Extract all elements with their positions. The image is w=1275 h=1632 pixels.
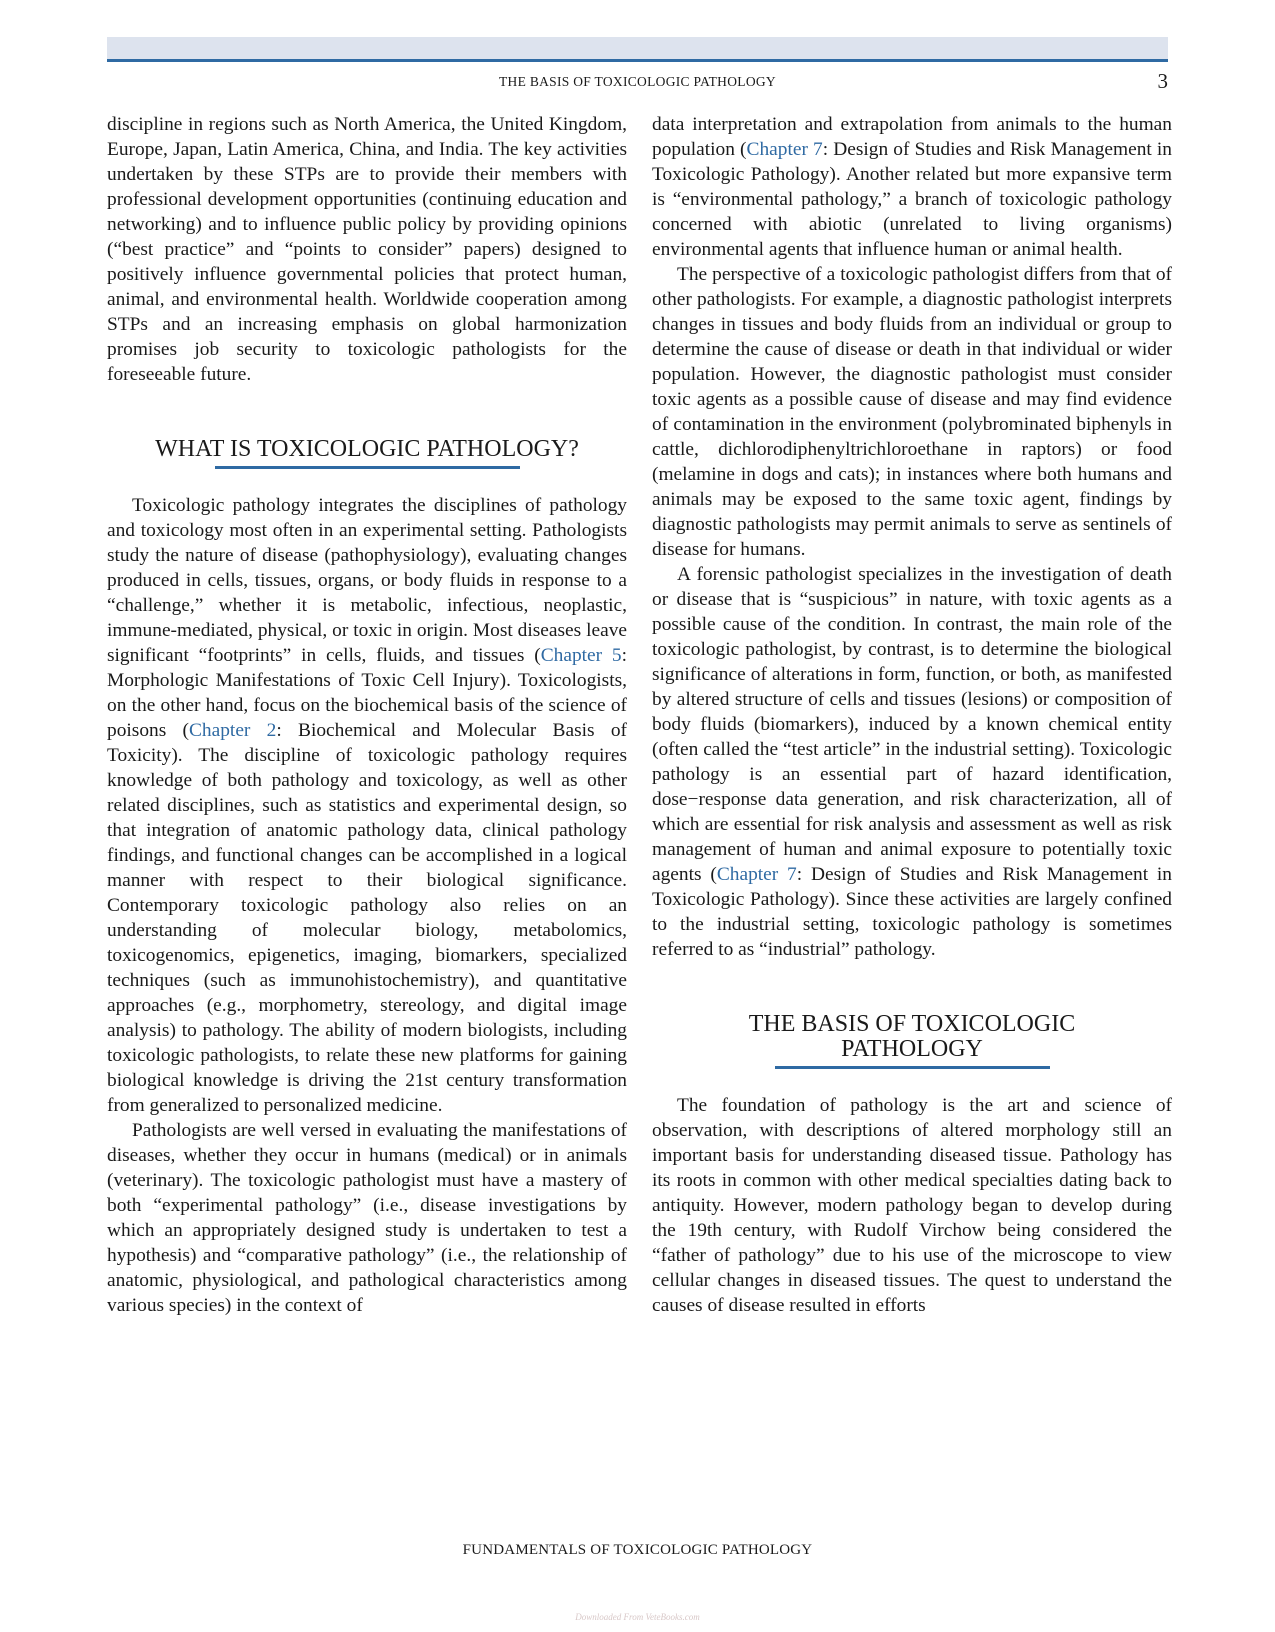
paragraph: The perspective of a toxicologic pathologist differs from that of other pathologists. For example, a diagnostic pathologist interprets changes in tissues and body fluids from an individual or group to determine the cause of disease or death in that individual or wider population. However, the diagnostic pathologist must consider toxic agents as a possible cause of disease and may find evidence of contamination in the environment (polybrominated biphenyls in cattle, dichlorodiphenyltrichloroethane in raptors) or food (melamine in dogs and cats); in instances where both humans and animals may be exposed to the same toxic agent, findings by diagnostic pathologists may permit animals to serve as sentinels of disease for humans.: [652, 264, 1172, 560]
text-run: A forensic pathologist specializes in the investigation of death or disease that is “suspicious” in nature, with toxic agents as a possible cause of the condition. In contrast, the main role of the toxicologic pathologist, by contrast, is to determine the biological significance of alterations in form, function, or both, as manifested by altered structure of cells and tissues (lesions) or composition of body fluids (biomarkers), induced by a known chemical entity (often called the “test article” in the industrial setting). Toxicologic pathology is an essential part of hazard identification, dose−response data generation, and risk characterization, all of which are essential for risk analysis and assessment as well as risk management of human and animal exposure to potentially toxic agents (: [652, 564, 1172, 885]
book-title-footer: FUNDAMENTALS OF TOXICOLOGIC PATHOLOGY: [462, 1542, 813, 1558]
paragraph: [107, 493, 627, 1118]
running-title: THE BASIS OF TOXICOLOGIC PATHOLOGY: [499, 74, 776, 89]
page-number: 3: [1157, 69, 1168, 93]
chapter-7-link[interactable]: Chapter 7: [746, 139, 823, 160]
chapter-5-link[interactable]: Chapter 5: [540, 645, 622, 666]
running-head: [107, 69, 1168, 94]
paragraph: [652, 112, 1172, 262]
text-run: Toxicologic pathology integrates the disciplines of pathology and toxicology most often in an experimental setting. Pathologists study the nature of disease (pathophysiology), evaluating changes produced in cells, tissues, organs, or body fluids in response to a “challenge,” whether it is metabolic, infectious, neoplastic, immune-mediated, physical, or toxic in origin. Most diseases leave significant “footprints” in cells, fluids, and tissues (: [107, 495, 627, 666]
paragraph: Pathologists are well versed in evaluating the manifestations of diseases, whether they occur in humans (medical) or in animals (veterinary). The toxicologic pathologist must have a mastery of both “experimental pathology” (i.e., disease investigations by which an appropriately designed study is undertaken to test a hypothesis) and “comparative pathology” (i.e., the relationship of anatomic, physiological, and pathological characteristics among various species) in the context of: [107, 1120, 627, 1316]
right-column: [652, 112, 1172, 1318]
header-band: [107, 37, 1168, 62]
watermark: Downloaded From VeteBooks.com: [575, 1612, 700, 1622]
text-run: : Design of Studies and Risk Management in Toxicologic Pathology). Another related but more expansive term is “environmental pathology,” a branch of toxicologic pathology concerned with abiotic (unrelated to living organisms) environmental agents that influence human or animal health.: [652, 139, 1173, 260]
chapter-7-link[interactable]: Chapter 7: [716, 864, 797, 885]
heading-line: THE BASIS OF TOXICOLOGIC: [748, 1011, 1076, 1037]
text-run: data interpretation and extrapolation from animals to the human population (: [652, 114, 1172, 160]
paragraph: [652, 562, 1172, 962]
paragraph: discipline in regions such as North America, the United Kingdom, Europe, Japan, Latin America, China, and India. The key activities undertaken by these STPs are to provide their members with professional development opportunities (continuing education and networking) and to influence public policy by providing opinions (“best practice” and “points to consider” papers) designed to positively influence governmental policies that protect human, animal, and environmental health. Worldwide cooperation among STPs and an increasing emphasis on global harmonization promises job security to toxicologic pathologists for the foreseeable future.: [107, 114, 627, 385]
left-column: [107, 112, 627, 1318]
section-heading-basis: [652, 1012, 1172, 1062]
section-heading-what-is: WHAT IS TOXICOLOGIC PATHOLOGY?: [155, 436, 579, 462]
text-run: : Morphologic Manifestations of Toxic Cell Injury). Toxicologists, on the other hand, focus on the biochemical basis of the science of poisons (: [107, 645, 627, 741]
paragraph: The foundation of pathology is the art and science of observation, with descriptions of altered morphology still an important basis for understanding diseased tissue. Pathology has its roots in common with other medical specialties dating back to antiquity. However, modern pathology began to develop during the 19th century, with Rudolf Virchow being considered the “father of pathology” due to his use of the microscope to view cellular changes in diseased tissues. The quest to understand the causes of disease resulted in efforts: [652, 1095, 1172, 1316]
heading-line: PATHOLOGY: [841, 1036, 983, 1062]
chapter-2-link[interactable]: Chapter 2: [189, 720, 277, 741]
text-run: : Biochemical and Molecular Basis of Toxicity). The discipline of toxicologic pathology requires knowledge of both pathology and toxicology, as well as other related disciplines, such as statistics and experimental design, so that integration of anatomic pathology data, clinical pathology findings, and functional changes can be accomplished in a logical manner with respect to their biological significance. Contemporary toxicologic pathology also relies on an understanding of molecular biology, metabolomics, toxicogenomics, epigenetics, imaging, biomarkers, specialized techniques (such as immunohistochemistry), and quantitative approaches (e.g., morphometry, stereology, and digital image analysis) to pathology. The ability of modern biologists, including toxicologic pathologists, to relate these new platforms for gaining biological knowledge is driving the 21st century transformation from generalized to personalized medicine.: [107, 720, 627, 1116]
text-run: : Design of Studies and Risk Management in Toxicologic Pathology). Since these activities are largely confined to the industrial setting, toxicologic pathology is sometimes referred to as “industrial” pathology.: [652, 864, 1173, 960]
